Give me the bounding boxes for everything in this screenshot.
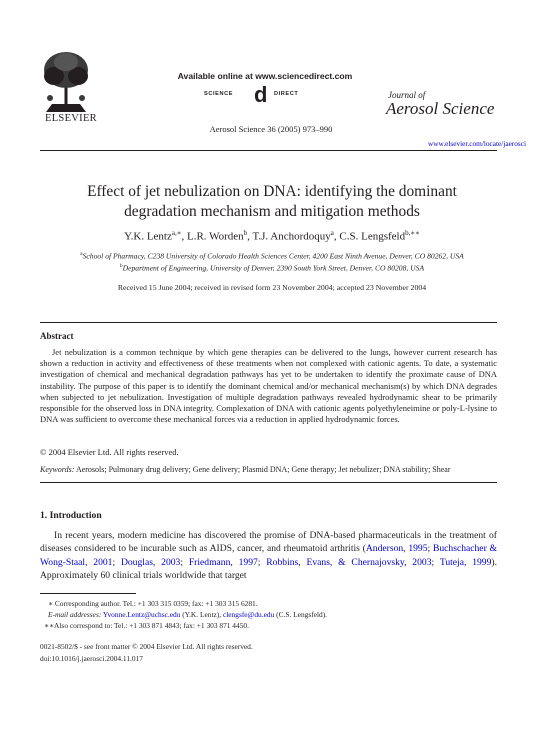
- sciencedirect-left-word: SCIENCE: [204, 91, 234, 97]
- author-list: [40, 229, 504, 243]
- affiliation-mark: b: [119, 263, 123, 269]
- abstract-paragraph: Jet nebulization is a common technique by which gene therapies can be delivered to the lungs, however current research has shown a reduction in activity and effectiveness of these treatments when not complexed with cationic agents. To date, a systematic investigation of chemical and mechanical degradation pathways has yet to be undertaken to identify the proximate cause of DNA instability. The purpose of this paper is to identify the dominant chemical and/or mechanical mechanism(s) by which DNA degrades when subjected to jet nebulization. Investigation of multiple degradation pathways revealed hydrodynamic shear to be primarily responsible for the observed loss in DNA integrity. Complexation of DNA with cationic agents polyethyleneimine or poly-L-lysine to DNA was sufficient to overcome these mechanical forces via a reduction in applied hydrodynamic forces.: [40, 347, 497, 425]
- introduction-body: [40, 529, 497, 583]
- journal-citation: Aerosol Science 36 (2005) 973–990: [209, 124, 333, 134]
- author-name: C.S. Lengsfeld: [339, 230, 406, 243]
- doi-line[interactable]: doi:10.1016/j.jaerosci.2004.11.017: [40, 654, 143, 663]
- sciencedirect-d-mark: d: [254, 82, 268, 107]
- citation-link[interactable]: Anderson, 1995: [365, 543, 428, 555]
- available-online-text[interactable]: Available online at www.sciencedirect.com: [177, 71, 353, 81]
- affiliation-a: [40, 251, 504, 261]
- affiliation-b: [40, 263, 504, 273]
- journal-url-link[interactable]: www.elsevier.com/locate/jaerosci: [428, 139, 526, 148]
- footnote-emails: [48, 610, 327, 619]
- author-mark: b: [243, 229, 248, 237]
- keywords-list: Aerosols; Pulmonary drug delivery; Gene delivery; Plasmid DNA; Gene therapy; Jet nebulizer; DNA stability; Shear: [75, 465, 451, 474]
- abstract-body: [40, 347, 497, 425]
- sciencedirect-logo: [190, 82, 340, 107]
- elsevier-tree-logo: [40, 50, 92, 112]
- author-mark: a: [330, 229, 334, 237]
- footnote-also-correspond: ∗∗Also correspond to: Tel.: +1 303 871 4843; fax: +1 303 871 4450.: [44, 621, 249, 630]
- citation-link[interactable]: Buchschacher & Wong-Staal, 2001: [40, 543, 497, 568]
- sciencedirect-right-word: DIRECT: [274, 91, 299, 97]
- author-name: T.J. Anchordoquy: [252, 230, 331, 243]
- affiliation-text: Department of Engineering, University of Denver, 2390 South York Street, Denver, CO 80208, USA: [122, 263, 425, 273]
- affiliation-mark: a: [80, 251, 83, 257]
- author-mark: b,∗∗: [405, 229, 420, 237]
- email-owner: (C.S. Lengsfeld).: [274, 610, 328, 619]
- title-line-1: Effect of jet nebulization on DNA: identifying the dominant: [87, 183, 457, 200]
- title-line-2: degradation mechanism and mitigation methods: [124, 203, 420, 220]
- abstract-bottom-rule: [40, 482, 497, 483]
- introduction-paragraph: In recent years, modern medicine has discovered the promise of DNA-based pharmaceuticals in the treatment of diseases considered to be incurable such as AIDS, cancer, and rheumatoid arthritis (Anderson, 1995; Buchschacher & Wong-Staal, 2001; Douglas, 2003; Friedmann, 1997; Robbins, Evans, & Chernajovsky, 2003; Tuteja, 1999). Approximately 60 clinical trials worldwide that target: [40, 530, 497, 582]
- email-link-lentz[interactable]: Yvonne.Lentz@uchsc.edu: [102, 610, 181, 619]
- citation-link[interactable]: Robbins, Evans, & Chernajovsky, 2003: [266, 556, 432, 568]
- section-heading-introduction: 1. Introduction: [40, 510, 102, 521]
- author-separator: ,: [247, 230, 253, 243]
- journal-name: Aerosol Science: [386, 99, 495, 118]
- received-dates: Received 15 June 2004; received in revised form 23 November 2004; accepted 23 November 2004: [117, 283, 427, 292]
- author-mark: a,∗: [171, 229, 182, 237]
- email-link-lengsfeld[interactable]: clengsfe@du.edu: [222, 610, 275, 619]
- abstract-heading: Abstract: [40, 331, 74, 341]
- issn-line: 0021-8502/$ - see front matter © 2004 Elsevier Ltd. All rights reserved.: [40, 642, 253, 651]
- keywords-line: [40, 465, 510, 474]
- citation-link[interactable]: Tuteja, 1999: [439, 556, 492, 568]
- abstract-copyright: © 2004 Elsevier Ltd. All rights reserved.: [40, 447, 179, 457]
- keywords-label: Keywords:: [40, 465, 75, 474]
- author-separator: ,: [181, 230, 187, 243]
- paper-title: [40, 182, 504, 222]
- email-owner: (Y.K. Lentz),: [180, 610, 223, 619]
- citation-link[interactable]: Friedmann, 1997: [188, 556, 258, 568]
- header-divider: [40, 150, 497, 151]
- affiliation-text: School of Pharmacy, C238 University of Colorado Health Sciences Center, 4200 East Ninth Avenue, Denver, CO 80262, USA: [82, 251, 464, 261]
- author-name: Y.K. Lentz: [124, 230, 172, 243]
- author-separator: ,: [333, 230, 340, 243]
- abstract-top-rule: [40, 322, 497, 323]
- intro-text-end: ). Approximately 60 clinical trials worldwide that target: [40, 556, 497, 582]
- citation-link[interactable]: Douglas, 2003: [120, 556, 181, 568]
- journal-label: Journal of: [388, 90, 426, 100]
- publisher-name: ELSEVIER: [45, 113, 97, 124]
- footnote-corresponding: ∗ Corresponding author. Tel.: +1 303 315 0359; fax: +1 303 315 6281.: [48, 599, 258, 608]
- intro-text-start: In recent years, modern medicine has discovered the promise of DNA-based pharmaceuticals in the treatment of diseases considered to be incurable such as AIDS, cancer, and rheumatoid arthritis (: [40, 530, 497, 555]
- footnote-rule: [40, 593, 136, 594]
- author-name: L.R. Worden: [187, 230, 244, 243]
- email-label: E-mail addresses:: [48, 610, 102, 619]
